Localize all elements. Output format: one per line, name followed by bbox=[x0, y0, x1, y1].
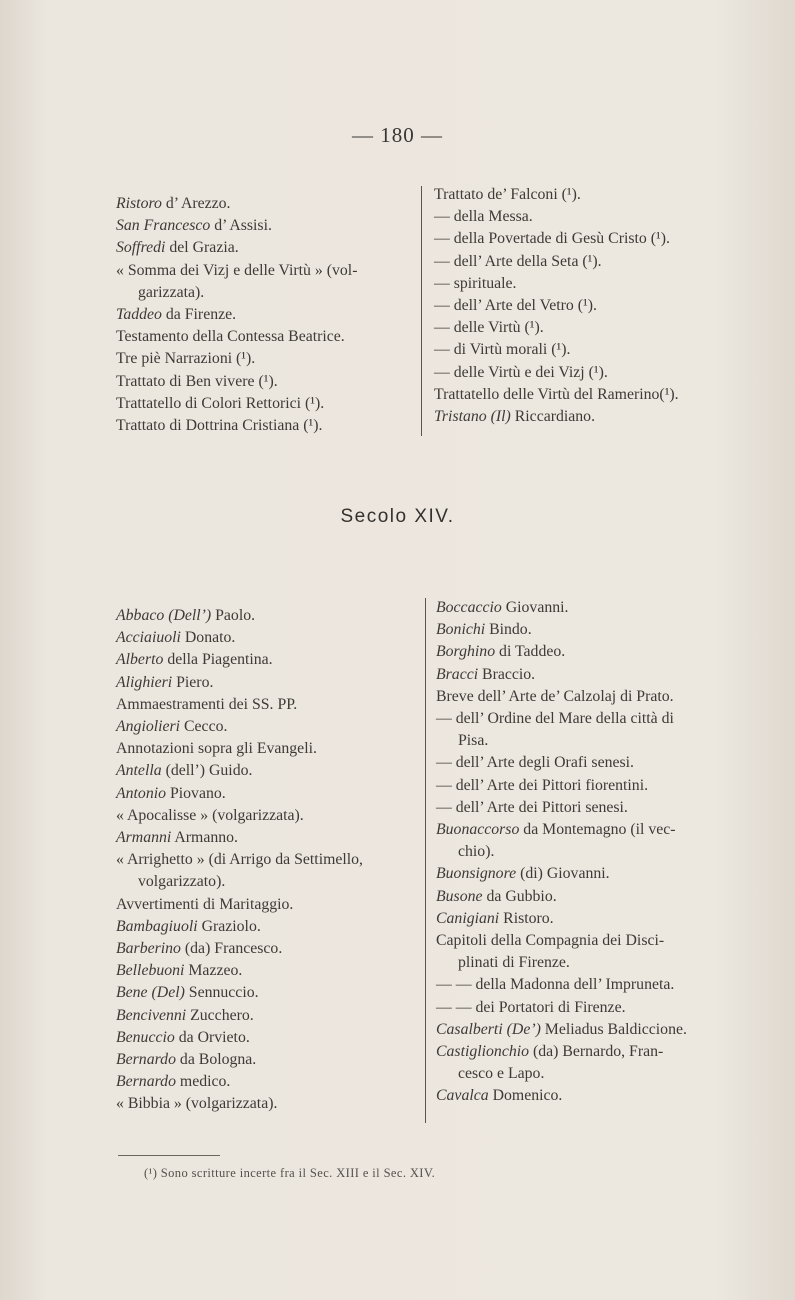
entry-text: Trattato di Ben vivere (¹). bbox=[116, 372, 278, 390]
entry-name-italic: Casalberti (De’) bbox=[436, 1020, 541, 1038]
entry-text: cesco e Lapo. bbox=[458, 1065, 545, 1083]
bottom-right-column bbox=[436, 597, 687, 1108]
bottom-left-column bbox=[116, 605, 363, 1116]
index-entry bbox=[436, 1085, 687, 1107]
index-entry bbox=[436, 930, 687, 952]
entry-text: — delle Virtù (¹). bbox=[434, 319, 544, 337]
entry-text: (di) Giovanni. bbox=[516, 865, 610, 883]
entry-text: « Bibbia » (volgarizzata). bbox=[116, 1095, 278, 1113]
index-entry bbox=[116, 760, 363, 782]
entry-name-italic: Antonio bbox=[116, 784, 167, 802]
index-entry bbox=[116, 605, 363, 627]
entry-name-italic: Alberto bbox=[116, 651, 164, 669]
entry-text: d’ Arezzo. bbox=[161, 195, 231, 212]
index-entry bbox=[116, 871, 363, 893]
index-entry bbox=[116, 982, 363, 1004]
entry-text: — dell’ Ordine del Mare della città di bbox=[436, 710, 674, 728]
entry-text: Ristoro. bbox=[499, 909, 554, 927]
entry-name-italic: Bene (Del) bbox=[116, 984, 185, 1002]
entry-text: da Firenze. bbox=[161, 306, 237, 324]
entry-text: Giovanni. bbox=[501, 599, 569, 616]
entry-text: Piero. bbox=[172, 673, 214, 691]
top-right-column bbox=[434, 184, 679, 428]
entry-text: Domenico. bbox=[488, 1087, 563, 1105]
entry-name-italic: Bonichi bbox=[436, 621, 486, 639]
entry-name-italic: Tristano (Il) bbox=[434, 408, 511, 426]
entry-text: da Gubbio. bbox=[482, 887, 557, 905]
index-entry bbox=[436, 863, 687, 885]
index-entry bbox=[436, 730, 687, 752]
index-entry bbox=[434, 295, 679, 317]
entry-name-italic: San Francesco bbox=[116, 217, 211, 235]
index-entry bbox=[436, 619, 687, 641]
index-entry bbox=[436, 886, 687, 908]
index-entry bbox=[116, 393, 357, 415]
column-divider-top bbox=[421, 186, 422, 436]
entry-text: — — della Madonna dell’ Impruneta. bbox=[436, 976, 675, 994]
entry-name-italic: Alighieri bbox=[116, 673, 173, 691]
index-entry bbox=[116, 894, 363, 916]
index-entry bbox=[116, 960, 363, 982]
entry-text: Meliadus Baldiccione. bbox=[540, 1020, 687, 1038]
index-entry bbox=[116, 627, 363, 649]
entry-text: — dell’ Arte dei Pittori senesi. bbox=[436, 798, 628, 816]
entry-text: Armanno. bbox=[171, 829, 238, 847]
entry-name-italic: Bambagiuoli bbox=[116, 917, 198, 935]
index-entry bbox=[116, 827, 363, 849]
entry-text: Mazzeo. bbox=[184, 962, 243, 980]
entry-text: — dell’ Arte della Seta (¹). bbox=[434, 252, 602, 270]
entry-text: plinati di Firenze. bbox=[458, 954, 570, 972]
entry-text: — della Povertade di Gesù Cristo (¹). bbox=[434, 230, 670, 248]
entry-name-italic: Cavalca bbox=[436, 1087, 489, 1105]
entry-text: « Apocalisse » (volgarizzata). bbox=[116, 806, 304, 824]
index-entry bbox=[436, 708, 687, 730]
entry-text: Braccio. bbox=[478, 665, 536, 683]
index-entry bbox=[116, 1049, 363, 1071]
footnote-rule bbox=[118, 1155, 220, 1156]
index-entry bbox=[436, 775, 687, 797]
entry-text: « Arrighetto » (di Arrigo da Settimello, bbox=[116, 851, 364, 869]
entry-name-italic: Antella bbox=[116, 762, 162, 780]
page-number: — 180 — bbox=[352, 123, 443, 147]
index-entry bbox=[116, 282, 357, 304]
entry-text: Trattatello delle Virtù del Ramerino(¹). bbox=[434, 385, 679, 403]
entry-name-italic: Bencivenni bbox=[116, 1006, 187, 1024]
index-entry bbox=[436, 1019, 687, 1041]
entry-text: — della Messa. bbox=[434, 208, 533, 226]
index-entry bbox=[436, 664, 687, 686]
index-entry bbox=[434, 339, 679, 361]
index-entry bbox=[116, 738, 363, 760]
entry-name-italic: Canigiani bbox=[436, 909, 500, 927]
entry-text: Cecco. bbox=[180, 718, 228, 736]
entry-text: da Bologna. bbox=[175, 1051, 257, 1069]
entry-name-italic: Taddeo bbox=[116, 306, 162, 324]
section-heading: Secolo XIV. bbox=[340, 506, 455, 527]
index-entry bbox=[436, 997, 687, 1019]
index-entry bbox=[436, 752, 687, 774]
index-entry bbox=[116, 694, 363, 716]
entry-text: da Montemagno (il vec- bbox=[519, 821, 676, 839]
entry-text: Riccardiano. bbox=[510, 408, 596, 426]
index-entry bbox=[434, 384, 679, 406]
entry-name-italic: Castiglionchio bbox=[436, 1043, 530, 1061]
entry-text: di Taddeo. bbox=[495, 643, 566, 661]
index-entry bbox=[116, 1071, 363, 1093]
index-entry bbox=[436, 908, 687, 930]
index-entry bbox=[116, 371, 357, 393]
entry-text: garizzata). bbox=[138, 283, 205, 301]
entry-name-italic: Acciaiuoli bbox=[116, 629, 181, 647]
entry-name-italic: Angiolieri bbox=[116, 718, 181, 736]
entry-text: Bindo. bbox=[485, 621, 532, 639]
entry-text: Paolo. bbox=[211, 607, 256, 624]
entry-text: (dell’) Guido. bbox=[161, 762, 253, 780]
index-entry bbox=[434, 273, 679, 295]
entry-text: volgarizzato). bbox=[138, 873, 226, 891]
entry-text: — spirituale. bbox=[434, 274, 517, 292]
entry-text: Ammaestramenti dei SS. PP. bbox=[116, 695, 298, 713]
index-entry bbox=[116, 304, 357, 326]
entry-text: — delle Virtù e dei Vizj (¹). bbox=[434, 363, 608, 381]
index-entry bbox=[436, 641, 687, 663]
index-entry bbox=[116, 805, 363, 827]
index-entry bbox=[436, 597, 687, 619]
entry-text: Trattatello di Colori Rettorici (¹). bbox=[116, 394, 325, 412]
entry-text: del Grazia. bbox=[165, 239, 239, 257]
entry-text: Trattato de’ Falconi (¹). bbox=[434, 186, 581, 203]
index-entry bbox=[436, 819, 687, 841]
entry-text: medico. bbox=[175, 1073, 231, 1091]
entry-text: (da) Bernardo, Fran- bbox=[529, 1043, 664, 1061]
entry-text: Zucchero. bbox=[186, 1006, 254, 1024]
index-entry bbox=[116, 237, 357, 259]
index-entry bbox=[116, 326, 357, 348]
index-entry bbox=[436, 797, 687, 819]
index-entry bbox=[436, 841, 687, 863]
entry-text: chio). bbox=[458, 843, 495, 861]
index-entry bbox=[116, 348, 357, 370]
index-entry bbox=[436, 1041, 687, 1063]
entry-name-italic: Bellebuoni bbox=[116, 962, 185, 980]
entry-text: Capitoli della Compagnia dei Disci- bbox=[436, 932, 665, 950]
index-entry bbox=[116, 193, 357, 215]
column-divider-bottom bbox=[425, 598, 426, 1123]
index-entry bbox=[434, 406, 679, 428]
entry-text: « Somma dei Vizj e delle Virtù » (vol- bbox=[116, 261, 358, 279]
entry-text: Avvertimenti di Maritaggio. bbox=[116, 895, 294, 913]
entry-text: Piovano. bbox=[166, 784, 226, 802]
entry-name-italic: Barberino bbox=[116, 940, 181, 958]
entry-name-italic: Abbaco (Dell’) bbox=[116, 607, 212, 624]
index-entry bbox=[436, 686, 687, 708]
index-entry bbox=[116, 215, 357, 237]
entry-text: Testamento della Contessa Beatrice. bbox=[116, 328, 345, 346]
index-entry bbox=[436, 952, 687, 974]
entry-text: (da) Francesco. bbox=[180, 940, 283, 958]
index-entry bbox=[116, 672, 363, 694]
entry-text: — dell’ Arte degli Orafi senesi. bbox=[436, 754, 634, 772]
entry-text: Tre piè Narrazioni (¹). bbox=[116, 350, 256, 368]
index-entry bbox=[434, 228, 679, 250]
index-entry bbox=[436, 1063, 687, 1085]
entry-text: della Piagentina. bbox=[163, 651, 273, 669]
index-entry bbox=[116, 716, 363, 738]
entry-name-italic: Busone bbox=[436, 887, 483, 905]
entry-text: Annotazioni sopra gli Evangeli. bbox=[116, 740, 317, 758]
index-entry bbox=[434, 184, 679, 206]
entry-name-italic: Boccaccio bbox=[436, 599, 502, 616]
entry-text: Graziolo. bbox=[197, 917, 261, 935]
index-entry bbox=[116, 1005, 363, 1027]
index-entry bbox=[434, 206, 679, 228]
entry-text: Trattato di Dottrina Cristiana (¹). bbox=[116, 417, 323, 435]
footnote: (¹) Sono scritture incerte fra il Sec. XIII e il Sec. XIV. bbox=[144, 1166, 436, 1180]
index-entry bbox=[116, 649, 363, 671]
index-entry bbox=[434, 251, 679, 273]
index-entry bbox=[116, 938, 363, 960]
entry-text: da Orvieto. bbox=[174, 1028, 250, 1046]
entry-text: Sennuccio. bbox=[184, 984, 259, 1002]
index-entry bbox=[116, 916, 363, 938]
index-entry bbox=[116, 1093, 363, 1115]
entry-name-italic: Bracci bbox=[436, 665, 479, 683]
index-entry bbox=[436, 974, 687, 996]
entry-text: — dell’ Arte del Vetro (¹). bbox=[434, 297, 597, 315]
index-entry bbox=[116, 783, 363, 805]
index-entry bbox=[116, 849, 363, 871]
index-entry bbox=[116, 415, 357, 437]
entry-name-italic: Buonaccorso bbox=[436, 821, 520, 839]
entry-name-italic: Soffredi bbox=[116, 239, 166, 257]
entry-text: — dell’ Arte dei Pittori fiorentini. bbox=[436, 776, 649, 794]
entry-name-italic: Ristoro bbox=[116, 195, 162, 212]
entry-text: d’ Assisi. bbox=[210, 217, 272, 235]
index-entry bbox=[116, 260, 357, 282]
index-entry bbox=[116, 1027, 363, 1049]
index-entry bbox=[434, 317, 679, 339]
entry-text: Donato. bbox=[180, 629, 236, 647]
entry-name-italic: Buonsignore bbox=[436, 865, 517, 883]
top-left-column bbox=[116, 193, 357, 437]
entry-text: Breve dell’ Arte de’ Calzolaj di Prato. bbox=[436, 687, 674, 705]
entry-text: Pisa. bbox=[458, 732, 489, 750]
entry-text: — di Virtù morali (¹). bbox=[434, 341, 571, 359]
entry-name-italic: Bernardo bbox=[116, 1051, 176, 1069]
entry-name-italic: Borghino bbox=[436, 643, 496, 661]
index-entry bbox=[434, 362, 679, 384]
entry-name-italic: Benuccio bbox=[116, 1028, 175, 1046]
entry-text: — — dei Portatori di Firenze. bbox=[436, 998, 626, 1016]
entry-name-italic: Bernardo bbox=[116, 1073, 176, 1091]
entry-name-italic: Armanni bbox=[116, 829, 172, 847]
